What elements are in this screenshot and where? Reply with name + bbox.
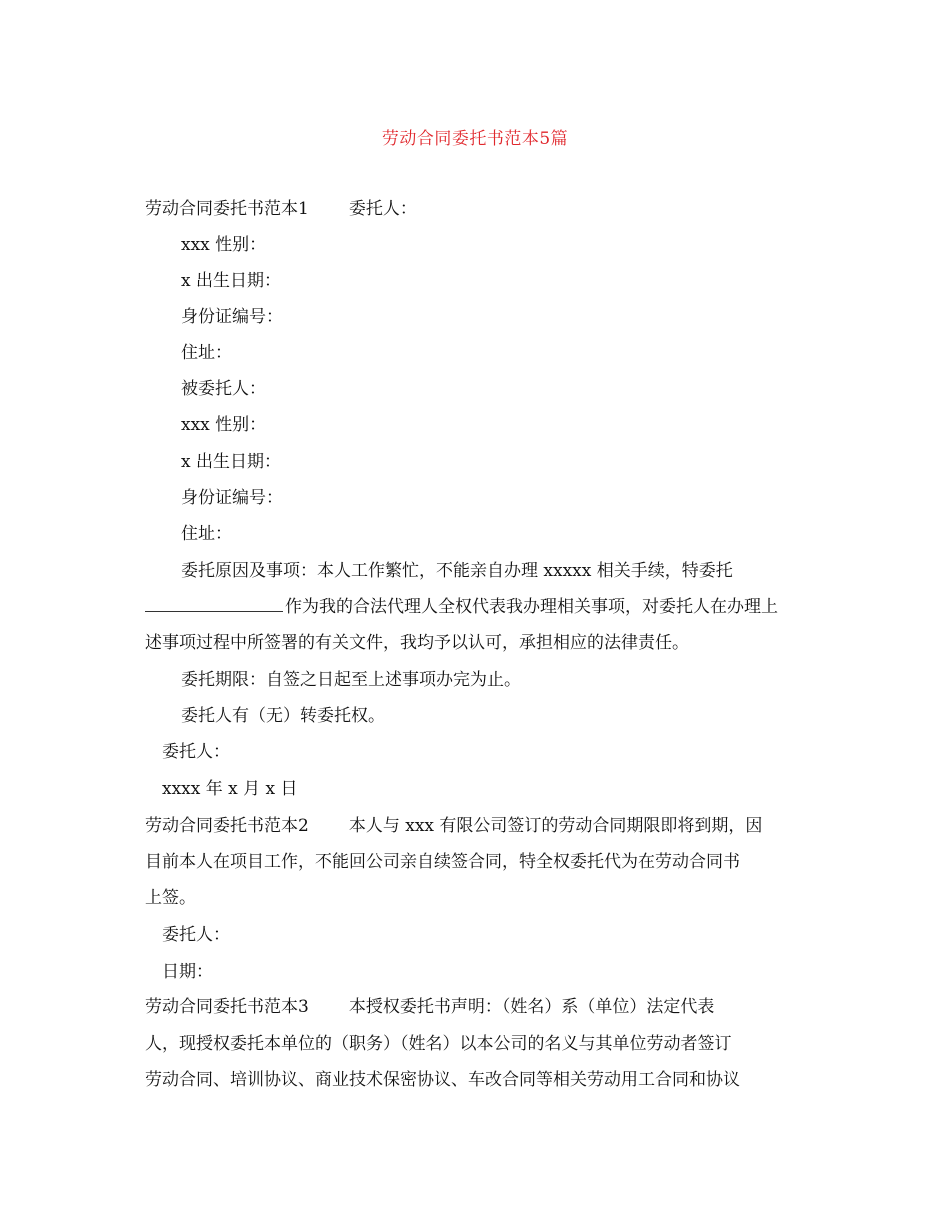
principal-id-number: 身份证编号： xyxy=(181,307,283,327)
sub-delegation-right: 委托人有（无）转委托权。 xyxy=(181,706,385,726)
agent-id-number: 身份证编号： xyxy=(181,488,283,508)
reason-paragraph-line-1: 委托原因及事项：本人工作繁忙，不能亲自办理 xxxxx 相关手续，特委托 xyxy=(181,561,733,581)
section-1-signature: 委托人： xyxy=(162,742,230,762)
section-1-first-line xyxy=(145,198,417,220)
section-3-text-3: 劳动合同、培训协议、商业技术保密协议、车改合同等相关劳动用工合同和协议 xyxy=(145,1070,740,1090)
reason-paragraph-line-2 xyxy=(145,596,778,618)
agent-gender: xxx 性别： xyxy=(181,415,267,435)
principal-label: 委托人： xyxy=(348,199,417,219)
section-2-text-1: 本人与 xxx 有限公司签订的劳动合同期限即将到期，因 xyxy=(348,816,763,836)
section-3-first-line xyxy=(145,996,714,1018)
section-2-text-2: 目前本人在项目工作，不能回公司亲自续签合同，特全权委托代为在劳动合同书 xyxy=(145,852,740,872)
section-3-text-1: 本授权委托书声明：（姓名）系（单位）法定代表 xyxy=(348,997,715,1017)
agent-birthdate: x 出生日期： xyxy=(181,452,281,472)
reason-paragraph-line-3: 述事项过程中所签署的有关文件，我均予以认可，承担相应的法律责任。 xyxy=(145,633,689,653)
agent-label: 被委托人： xyxy=(181,379,266,399)
agent-address: 住址： xyxy=(181,524,232,544)
reason-paragraph-line-2-text: 作为我的合法代理人全权代表我办理相关事项，对委托人在办理上 xyxy=(285,597,778,617)
section-1-heading: 劳动合同委托书范本1 xyxy=(145,199,309,219)
section-3-text-2: 人，现授权委托本单位的（职务）（姓名）以本公司的名义与其单位劳动者签订 xyxy=(145,1034,732,1054)
principal-birthdate: x 出生日期： xyxy=(181,271,281,291)
principal-address: 住址： xyxy=(181,343,232,363)
section-2-heading: 劳动合同委托书范本2 xyxy=(145,816,309,836)
delegation-period: 委托期限：自签之日起至上述事项办完为止。 xyxy=(181,670,521,690)
principal-gender: xxx 性别： xyxy=(181,235,267,255)
section-2-signature: 委托人： xyxy=(162,925,230,945)
section-3-heading: 劳动合同委托书范本3 xyxy=(145,997,309,1017)
section-2-date: 日期： xyxy=(162,962,213,982)
document-title: 劳动合同委托书范本5篇 xyxy=(381,129,569,149)
agent-name-blank xyxy=(145,596,283,612)
section-2-first-line xyxy=(145,815,762,837)
section-1-date: xxxx 年 x 月 x 日 xyxy=(162,779,298,799)
section-2-text-3: 上签。 xyxy=(145,888,196,908)
